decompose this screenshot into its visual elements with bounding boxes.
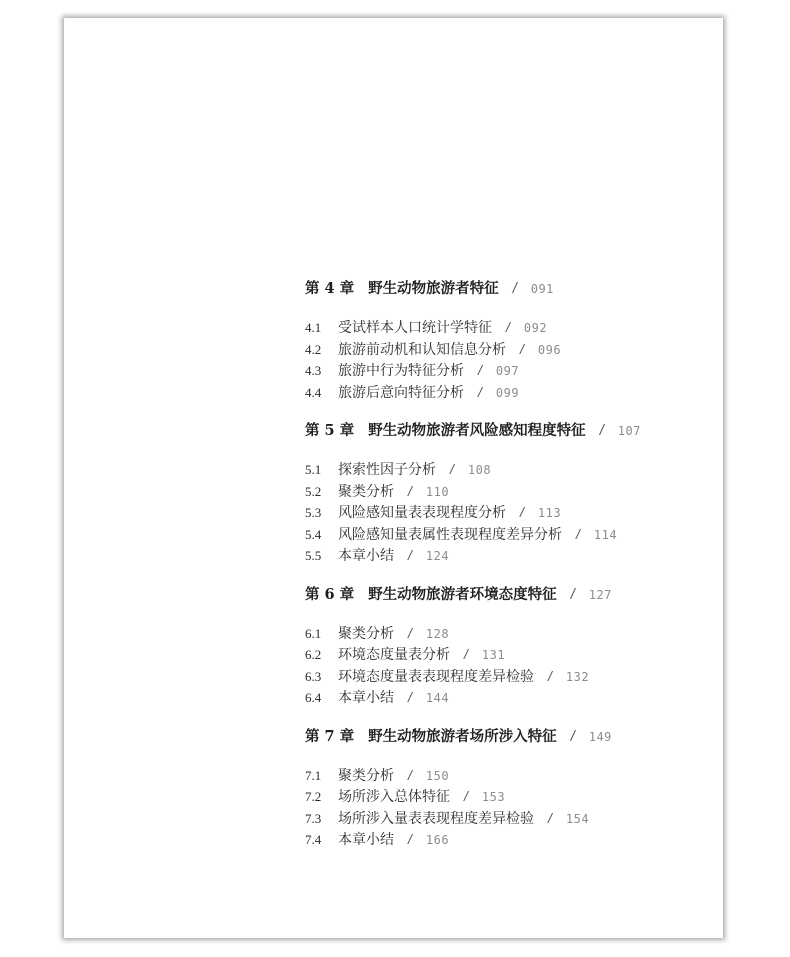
separator: /	[520, 504, 524, 520]
section-page-number: 154	[565, 811, 590, 826]
section-number: 7.2	[305, 789, 322, 804]
separator: /	[512, 281, 517, 297]
section-title: 旅游前动机和认知信息分析	[338, 341, 506, 358]
separator: /	[408, 766, 412, 783]
section-entry	[305, 808, 775, 830]
separator: /	[408, 482, 412, 499]
section-page-number: 132	[565, 669, 590, 684]
section-number: 6.3	[305, 668, 322, 684]
section-page-number: 131	[481, 648, 506, 662]
section-number: 7.4	[305, 832, 322, 847]
section-page-number: 114	[593, 527, 618, 542]
section-list	[305, 317, 775, 403]
section-title: 场所涉入总体特征	[338, 789, 450, 805]
section-title: 环境态度量表分析	[338, 647, 450, 663]
separator: /	[408, 624, 412, 641]
section-entry	[305, 829, 775, 851]
section-entry	[305, 666, 775, 688]
section-entry	[305, 687, 775, 709]
chapter-label: 第 7 章	[305, 727, 355, 745]
chapter-label: 第 4 章	[305, 280, 355, 297]
section-entry	[305, 545, 775, 567]
chapter-label: 第 5 章	[305, 422, 355, 439]
section-title: 本章小结	[338, 832, 394, 848]
section-page-number: 099	[495, 385, 520, 400]
section-number: 6.1	[305, 625, 322, 641]
section-entry	[305, 459, 775, 481]
section-entry	[305, 786, 775, 808]
section-title: 旅游中行为特征分析	[338, 363, 464, 379]
section-number: 5.1	[305, 462, 322, 477]
separator: /	[478, 362, 482, 378]
section-page-number: 150	[425, 768, 450, 783]
separator: /	[520, 340, 524, 357]
separator: /	[506, 319, 510, 335]
section-list	[305, 623, 775, 709]
section-title: 探索性因子分析	[338, 462, 436, 478]
separator: /	[548, 667, 552, 684]
section-title: 聚类分析	[338, 625, 394, 642]
separator: /	[464, 788, 468, 804]
separator: /	[478, 383, 482, 400]
separator: /	[548, 809, 552, 826]
section-page-number: 108	[467, 463, 492, 477]
section-title: 风险感知量表表现程度分析	[338, 505, 506, 521]
section-page-number: 128	[425, 626, 450, 641]
chapter-heading	[305, 722, 775, 752]
separator: /	[408, 689, 412, 705]
separator: /	[464, 646, 468, 662]
chapter-title: 野生动物旅游者风险感知程度特征	[368, 422, 586, 439]
section-number: 6.2	[305, 647, 322, 662]
section-number: 4.1	[305, 320, 322, 335]
section-number: 5.4	[305, 526, 322, 542]
section-title: 聚类分析	[338, 483, 394, 500]
separator: /	[408, 547, 412, 563]
chapter-title: 野生动物旅游者环境态度特征	[368, 585, 557, 603]
section-page-number: 092	[523, 321, 548, 335]
section-title: 聚类分析	[338, 767, 394, 784]
chapter-page-number: 149	[588, 729, 612, 744]
section-number: 4.4	[305, 384, 322, 400]
chapter-title: 野生动物旅游者特征	[368, 280, 499, 297]
chapter-heading	[305, 416, 775, 446]
separator: /	[570, 586, 575, 603]
book-page	[64, 18, 723, 938]
section-page-number: 096	[537, 342, 562, 357]
section-page-number: 144	[425, 691, 450, 705]
table-of-contents	[305, 274, 775, 864]
section-page-number: 110	[425, 484, 450, 499]
section-entry	[305, 382, 775, 404]
chapter-page-number: 107	[617, 424, 641, 438]
section-title: 旅游后意向特征分析	[338, 384, 464, 401]
section-number: 4.2	[305, 341, 322, 357]
section-title: 场所涉入量表表现程度差异检验	[338, 810, 534, 827]
section-entry	[305, 502, 775, 524]
section-entry	[305, 317, 775, 339]
separator: /	[570, 728, 575, 745]
section-title: 环境态度量表表现程度差异检验	[338, 668, 534, 685]
section-entry	[305, 765, 775, 787]
section-number: 7.1	[305, 767, 322, 783]
section-entry	[305, 339, 775, 361]
section-number: 7.3	[305, 810, 322, 826]
section-title: 风险感知量表属性表现程度差异分析	[338, 526, 562, 543]
chapter-label: 第 6 章	[305, 585, 355, 603]
section-number: 4.3	[305, 363, 322, 378]
section-entry	[305, 360, 775, 382]
section-entry	[305, 481, 775, 503]
section-page-number: 153	[481, 790, 506, 804]
chapter-heading	[305, 274, 775, 304]
section-number: 6.4	[305, 690, 322, 705]
chapter-page-number: 091	[530, 282, 554, 296]
section-page-number: 166	[425, 833, 450, 847]
separator: /	[408, 831, 412, 847]
chapter-title: 野生动物旅游者场所涉入特征	[368, 727, 557, 745]
section-list	[305, 459, 775, 567]
section-number: 5.5	[305, 548, 322, 563]
section-entry	[305, 623, 775, 645]
section-list	[305, 765, 775, 851]
section-title: 本章小结	[338, 690, 394, 706]
section-number: 5.2	[305, 483, 322, 499]
section-entry	[305, 524, 775, 546]
section-title: 受试样本人口统计学特征	[338, 320, 492, 336]
section-title: 本章小结	[338, 548, 394, 564]
separator: /	[450, 461, 454, 477]
separator: /	[576, 525, 580, 542]
section-page-number: 097	[495, 364, 520, 378]
chapter-heading	[305, 580, 775, 610]
section-entry	[305, 644, 775, 666]
section-page-number: 124	[425, 549, 450, 563]
chapter-page-number: 127	[588, 587, 612, 602]
section-number: 5.3	[305, 505, 322, 520]
separator: /	[599, 423, 604, 439]
section-page-number: 113	[537, 506, 562, 520]
